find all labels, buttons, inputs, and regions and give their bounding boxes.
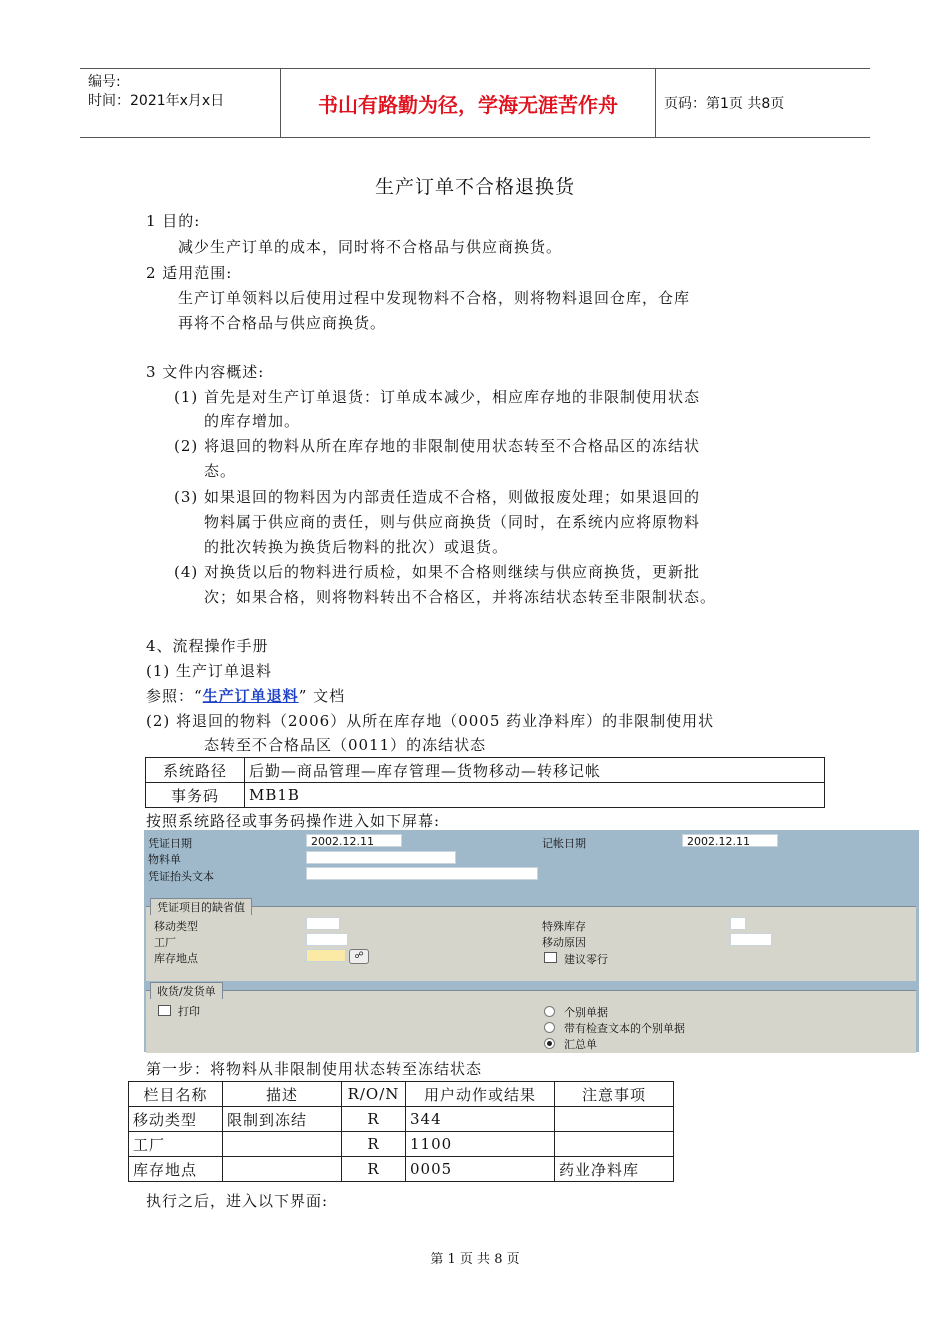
item-4-line-2: 次；如果合格，则将物料转出不合格区，并将冻结状态转至非限制状态。	[204, 588, 717, 606]
plant-label: 工厂	[154, 936, 176, 949]
reference-suffix: ” 文档	[298, 687, 346, 705]
table-header-row	[129, 1082, 674, 1107]
special-stock-label: 特殊库存	[542, 920, 586, 933]
screen-intro: 按照系统路径或事务码操作进入如下屏幕:	[146, 812, 441, 830]
subsection-2-line-1: (2) 将退回的物料（2006）从所在库存地（0005 药业净料库）的非限制使用状	[146, 712, 715, 730]
special-stock-field[interactable]	[730, 917, 746, 930]
table-cell: R	[342, 1157, 406, 1182]
sap-screen	[144, 830, 919, 1052]
path-value: 后勤—商品管理—库存管理—货物移动—转移记帐	[245, 758, 825, 783]
plant-field[interactable]	[306, 933, 348, 946]
column-header: 描述	[223, 1082, 342, 1107]
item-3-line-2: 物料属于供应商的责任，则与供应商换货（同时，在系统内应将原物料	[204, 513, 701, 531]
item-4-line-1: (4) 对换货以后的物料进行质检，如果不合格则继续与供应商换货，更新批	[174, 563, 701, 581]
header-motto: 书山有路勤为径，学海无涯苦作舟	[280, 69, 656, 137]
column-header: 用户动作或结果	[406, 1082, 555, 1107]
subsection-1: (1) 生产订单退料	[146, 662, 273, 680]
table-row	[129, 1132, 674, 1157]
suggest-zero-checkbox[interactable]	[544, 952, 557, 963]
doc-title: 生产订单不合格退换货	[374, 176, 575, 198]
step-table	[128, 1081, 674, 1182]
post-date-field[interactable]: 2002.12.11	[682, 834, 778, 847]
table-cell: 库存地点	[129, 1157, 223, 1182]
material-slip-label: 物料单	[148, 853, 181, 866]
doc-date-label: 凭证日期	[148, 837, 192, 850]
tcode-label: 事务码	[146, 783, 245, 808]
section-2-body-2: 再将不合格品与供应商换货。	[178, 314, 387, 332]
table-cell: 移动类型	[129, 1107, 223, 1132]
table-cell: 344	[406, 1107, 555, 1132]
number-label: 编号:	[88, 74, 121, 90]
radio-individual[interactable]	[544, 1006, 555, 1017]
movement-type-field[interactable]	[306, 917, 340, 930]
table-row	[146, 758, 825, 783]
radio-individual-check-text-label: 带有检查文本的个别单据	[564, 1022, 685, 1035]
item-1-line-2: 的库存增加。	[204, 412, 301, 430]
item-1-line-1: (1) 首先是对生产订单退货：订单成本减少，相应库存地的非限制使用状态	[174, 388, 701, 406]
doc-date-field[interactable]: 2002.12.11	[306, 834, 402, 847]
reference-prefix: 参照：“	[146, 687, 203, 705]
storage-location-label: 库存地点	[154, 952, 198, 965]
tcode-value: MB1B	[245, 783, 825, 808]
section-4-heading: 4、流程操作手册	[146, 637, 269, 655]
radio-individual-check-text[interactable]	[544, 1022, 555, 1033]
print-label: 打印	[178, 1005, 200, 1018]
header-meta	[88, 73, 278, 111]
column-header: 注意事项	[555, 1082, 674, 1107]
print-checkbox[interactable]	[158, 1005, 171, 1016]
column-header: R/O/N	[342, 1082, 406, 1107]
table-cell: R	[342, 1132, 406, 1157]
path-table	[145, 757, 825, 808]
table-row	[129, 1157, 674, 1182]
table-row	[146, 783, 825, 808]
item-3-line-3: 的批次转换为换货后物料的批次）或退货。	[204, 538, 509, 556]
post-date-label: 记帐日期	[542, 837, 586, 850]
table-cell	[223, 1132, 342, 1157]
movement-reason-label: 移动原因	[542, 936, 586, 949]
gr-slip-group	[146, 985, 916, 1053]
page-header	[80, 68, 870, 138]
table-cell: 工厂	[129, 1132, 223, 1157]
header-page-info: 页码：第1页 共8页	[664, 96, 785, 112]
item-2-line-2: 态。	[204, 462, 237, 480]
step-1-heading: 第一步：将物料从非限制使用状态转至冻结状态	[146, 1060, 483, 1078]
movement-type-label: 移动类型	[154, 920, 198, 933]
after-execution-text: 执行之后，进入以下界面:	[146, 1192, 329, 1210]
header-text-field[interactable]	[306, 867, 538, 880]
item-3-line-1: (3) 如果退回的物料因为内部责任造成不合格，则做报废处理；如果退回的	[174, 488, 701, 506]
reference-line	[146, 685, 345, 706]
table-cell: R	[342, 1107, 406, 1132]
section-2-heading: 2 适用范围:	[146, 264, 233, 282]
page-footer: 第 1 页 共 8 页	[430, 1252, 520, 1267]
radio-collective-label: 汇总单	[564, 1038, 597, 1051]
table-row	[129, 1107, 674, 1132]
suggest-zero-label: 建议零行	[564, 953, 608, 966]
time-label: 时间：2021年x月x日	[88, 93, 225, 109]
table-cell: 限制到冻结	[223, 1107, 342, 1132]
subsection-2-line-2: 态转至不合格品区（0011）的冻结状态	[204, 736, 487, 754]
reference-link[interactable]: 生产订单退料	[202, 687, 299, 705]
section-1-heading: 1 目的:	[146, 212, 201, 230]
gr-slip-group-title: 收货/发货单	[150, 982, 223, 999]
section-1-body: 减少生产订单的成本，同时将不合格品与供应商换货。	[178, 238, 563, 256]
table-cell	[555, 1132, 674, 1157]
defaults-group-title: 凭证项目的缺省值	[150, 898, 252, 915]
section-2-body-1: 生产订单领料以后使用过程中发现物料不合格，则将物料退回仓库，仓库	[178, 289, 691, 307]
column-header: 栏目名称	[129, 1082, 223, 1107]
header-text-label: 凭证抬头文本	[148, 870, 214, 883]
radio-individual-label: 个别单据	[564, 1006, 608, 1019]
storage-location-field[interactable]	[306, 949, 346, 962]
table-cell	[223, 1157, 342, 1182]
radio-collective[interactable]	[544, 1038, 555, 1049]
material-slip-field[interactable]	[306, 851, 456, 864]
path-label: 系统路径	[146, 758, 245, 783]
movement-reason-field[interactable]	[730, 933, 772, 946]
table-cell: 药业净料库	[555, 1157, 674, 1182]
table-cell: 0005	[406, 1157, 555, 1182]
table-cell: 1100	[406, 1132, 555, 1157]
item-2-line-1: (2) 将退回的物料从所在库存地的非限制使用状态转至不合格品区的冻结状	[174, 437, 701, 455]
defaults-group	[146, 901, 916, 981]
section-3-heading: 3 文件内容概述:	[146, 363, 265, 381]
table-cell	[555, 1107, 674, 1132]
search-help-icon[interactable]: ☍	[349, 949, 369, 964]
